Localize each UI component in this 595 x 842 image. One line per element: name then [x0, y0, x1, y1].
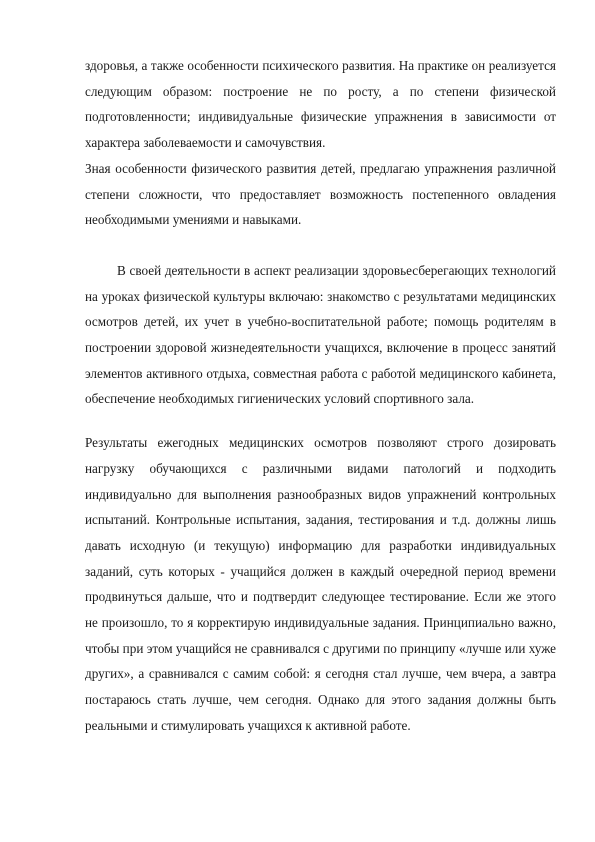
paragraph-physical-development: Зная особенности физического развития детей, предлагаю упражнения различной степени сложности, что предоставляет возможность постепенного овладения необходимыми умениями и навыками.	[85, 160, 556, 228]
document-body	[85, 53, 556, 739]
paragraph-medical-results: Результаты ежегодных медицинских осмотров позволяют строго дозировать нагрузку обучающихся с различными видами патологий и подходить индивидуально для выполнения разнообразных видов упражнений контрольных испытаний. Контрольные испытания, задания, тестирования и т.д. должны лишь давать исходную (и текущую) информацию для разработки индивидуальных заданий, суть которых - учащийся должен в каждый очередной период времени продвинуться дальше, что и подтвердит следующее тестирование. Если же этого не произошло, то я корректирую индивидуальные задания. Принципиально важно, чтобы при этом учащийся не сравнивался с другими по принципу «лучше или хуже других», а сравнивался с самим собой: я сегодня стал лучше, чем вчера, а завтра постараюсь стать лучше, чем сегодня. Однако для этого задания должны быть реальными и стимулировать учащихся к активной работе.	[85, 435, 556, 733]
paragraph-health-technologies: В своей деятельности в аспект реализации здоровьесберегающих технологий на уроках физической культуры включаю: знакомство с результатами медицинских осмотров детей, их учет в учебно-воспитательной работе; помощь родителям в построении здоровой жизнедеятельности учащихся, включение в процесс занятий элементов активного отдыха, совместная работа с работой медицинского кабинета, обеспечение необходимых гигиенических условий спортивного зала.	[85, 262, 556, 407]
paragraph-health-development: здоровья, а также особенности психического развития. На практике он реализуется следующим образом: построение не по росту, а по степени физической подготовленности; индивидуальные физические упражнения в зависимости от характера заболеваемости и самочувствия.	[85, 58, 556, 151]
